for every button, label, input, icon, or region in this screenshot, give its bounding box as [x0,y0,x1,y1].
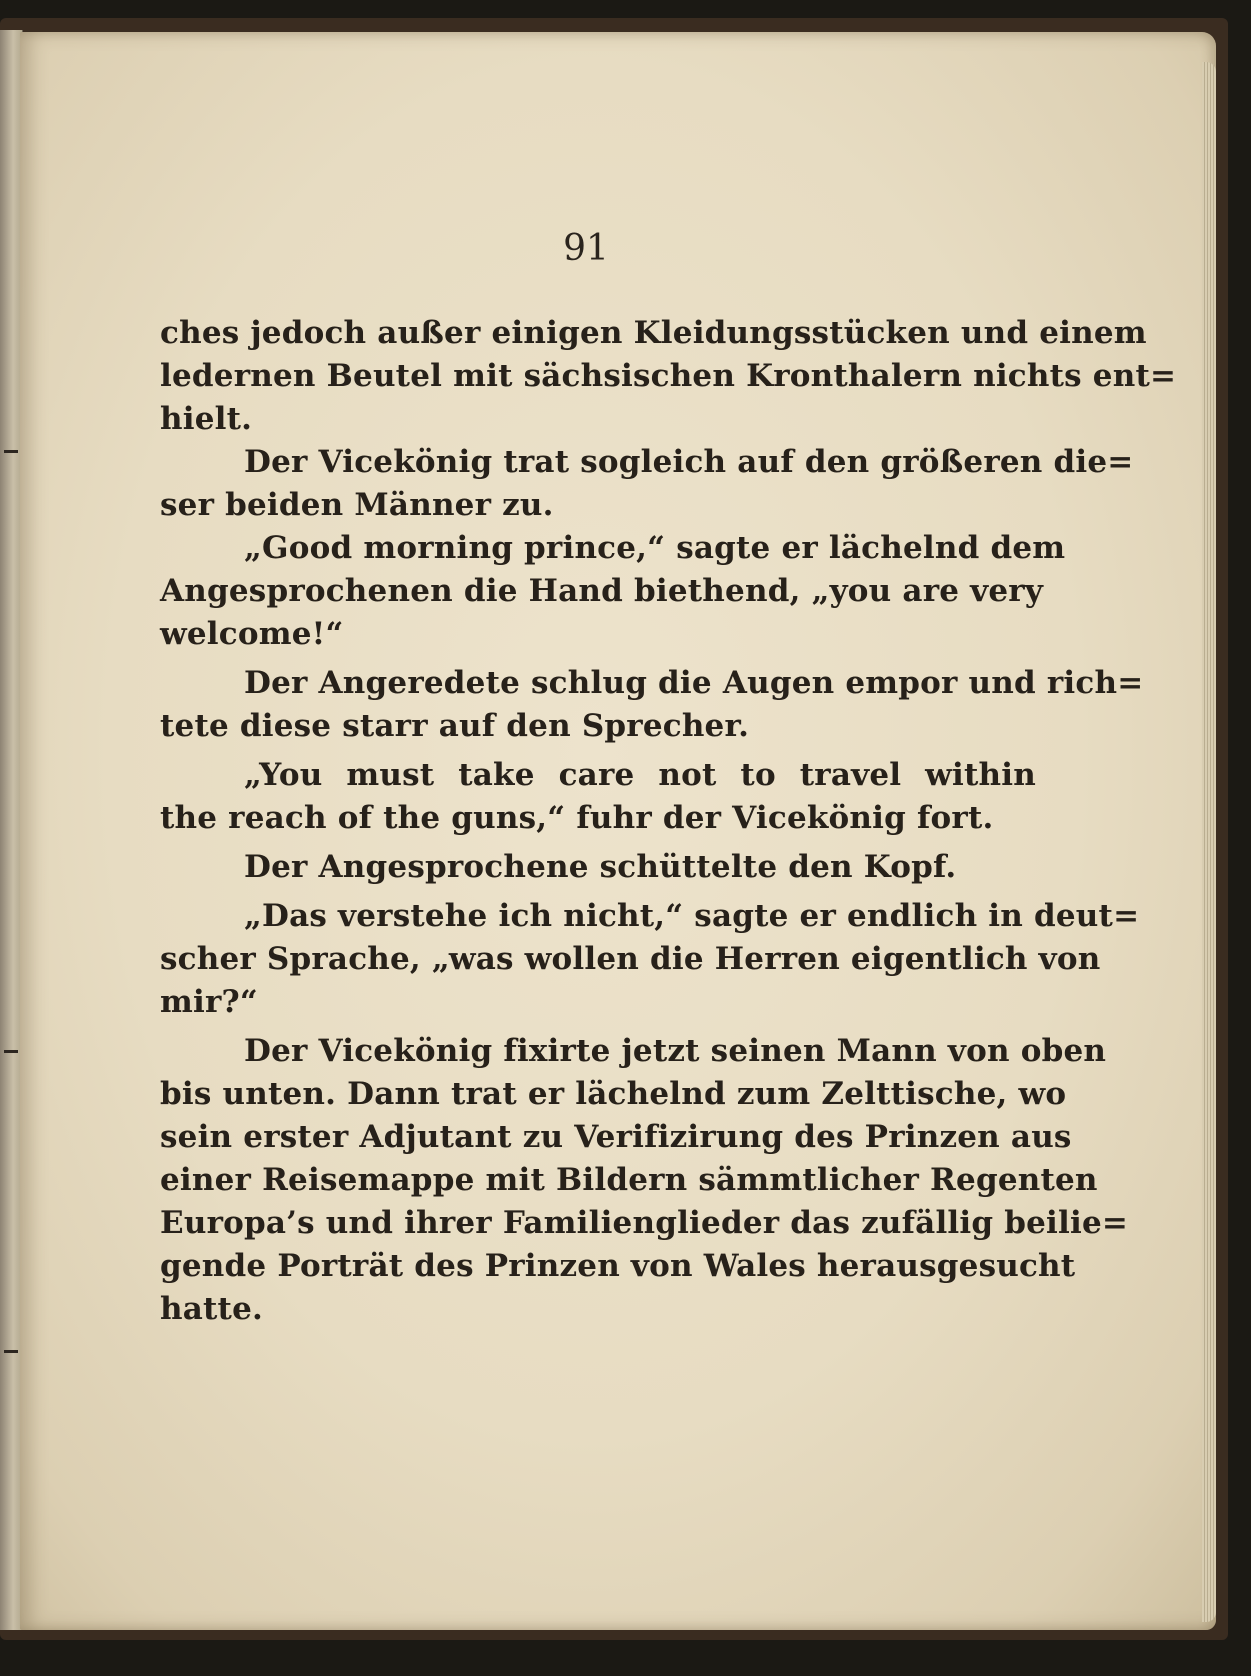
text-line: hielt. [160,401,253,437]
page-text [160,312,1177,1331]
text-line: ches jedoch außer einigen Kleidungsstücken und einem [160,315,1147,351]
text-line: welcome!“ [160,616,344,652]
text-line: „Good morning prince,“ sagte er lächelnd dem [244,530,1066,566]
text-line: bis unten. Dann trat er lächelnd zum Zelttische, wo [160,1076,1067,1112]
text-line: „You must take care not to travel within [244,757,1036,793]
page-stack-edges [1202,62,1216,1622]
text-line: scher Sprache, „was wollen die Herren eigentlich von [160,941,1101,977]
edge-mark [4,1050,18,1053]
text-line: Der Angeredete schlug die Augen empor und rich= [244,665,1144,701]
text-line: mir?“ [160,984,258,1020]
edge-mark [4,450,18,453]
text-line: Der Vicekönig trat sogleich auf den größeren die= [244,444,1134,480]
text-line: ser beiden Männer zu. [160,487,554,523]
page-number: 91 [563,228,609,269]
text-line: einer Reisemappe mit Bildern sämmtlicher Regenten [160,1162,1098,1198]
text-line: Europa’s und ihrer Familienglieder das zufällig beilie= [160,1205,1129,1241]
text-line: gende Porträt des Prinzen von Wales herausgesucht [160,1248,1076,1284]
text-line: „Das verstehe ich nicht,“ sagte er endlich in deut= [244,898,1140,934]
text-line: tete diese starr auf den Sprecher. [160,708,750,744]
text-line: ledernen Beutel mit sächsischen Kronthalern nichts ent= [160,358,1177,394]
text-line: Der Angesprochene schüttelte den Kopf. [244,849,957,885]
text-line: sein erster Adjutant zu Verifizirung des Prinzen aus [160,1119,1072,1155]
text-line: Der Vicekönig fixirte jetzt seinen Mann von oben [244,1033,1107,1069]
text-line: Angesprochenen die Hand biethend, „you are very [160,573,1044,609]
text-line: hatte. [160,1291,263,1327]
edge-mark [4,1350,18,1353]
text-line: the reach of the guns,“ fuhr der Vicekönig fort. [160,800,994,836]
